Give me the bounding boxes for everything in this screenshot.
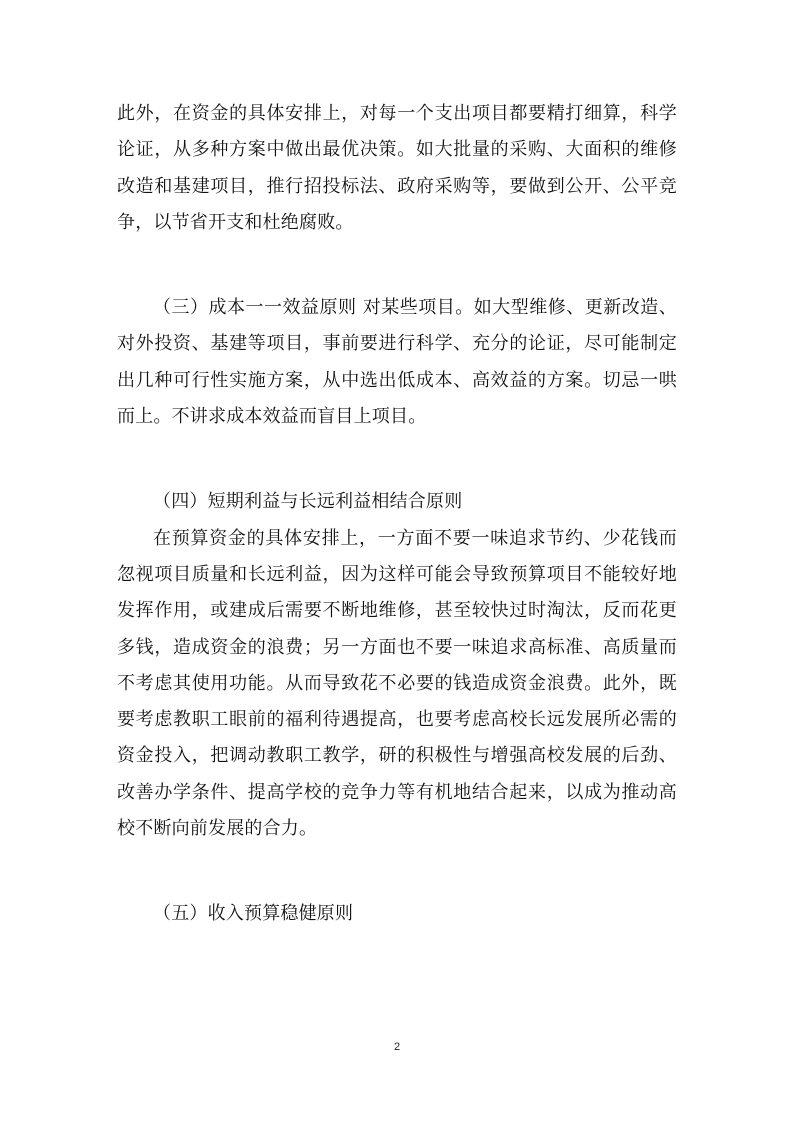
- page-number: 2: [393, 1041, 401, 1053]
- paragraph-short-long-term-details: 在预算资金的具体安排上，一方面不要一味追求节约、少花钱而忽视项目质量和长远利益，因为这样可能会导致预算项目不能较好地发挥作用，或建成后需要不断地维修，甚至较快过时淘汰，反而花更多钱，造成资金的浪费；另一方面也不要一味追求高标准、高质量而不考虑其使用功能。从而导致花不必要的钱造成资金浪费。此外，既要考虑教职工眼前的福利待遇提高，也要考虑高校长远发展所必需的资金投入，把调动教职工教学，研的积极性与增强高校发展的后劲、改善办学条件、提高学校的竞争力等有机地结合起来，以成为推动高校不断向前发展的合力。: [117, 527, 677, 840]
- paragraph-spending-arrangement: 此外，在资金的具体安排上，对每一个支出项目都要精打细算，科学论证，从多种方案中做出最优决策。如大批量的采购、大面积的维修改造和基建项目，推行招投标法、政府采购等，要做到公开、公平竞争，以节省开支和杜绝腐败。: [117, 103, 677, 233]
- document-body: [117, 96, 677, 933]
- heading-income-budget-principle: （五）收入预算稳健原则: [153, 903, 354, 925]
- paragraph-cost-benefit-principle: （三）成本一一效益原则 对某些项目。如大型维修、更新改造、对外投资、基建等项目，事前要进行科学、充分的论证，尽可能制定出几种可行性实施方案，从中选出低成本、高效益的方案。切忌一哄而上。不讲求成本效益而盲目上项目。: [117, 297, 677, 428]
- heading-short-long-term-principle: （四）短期利益与长远利益相结合原则: [153, 491, 463, 513]
